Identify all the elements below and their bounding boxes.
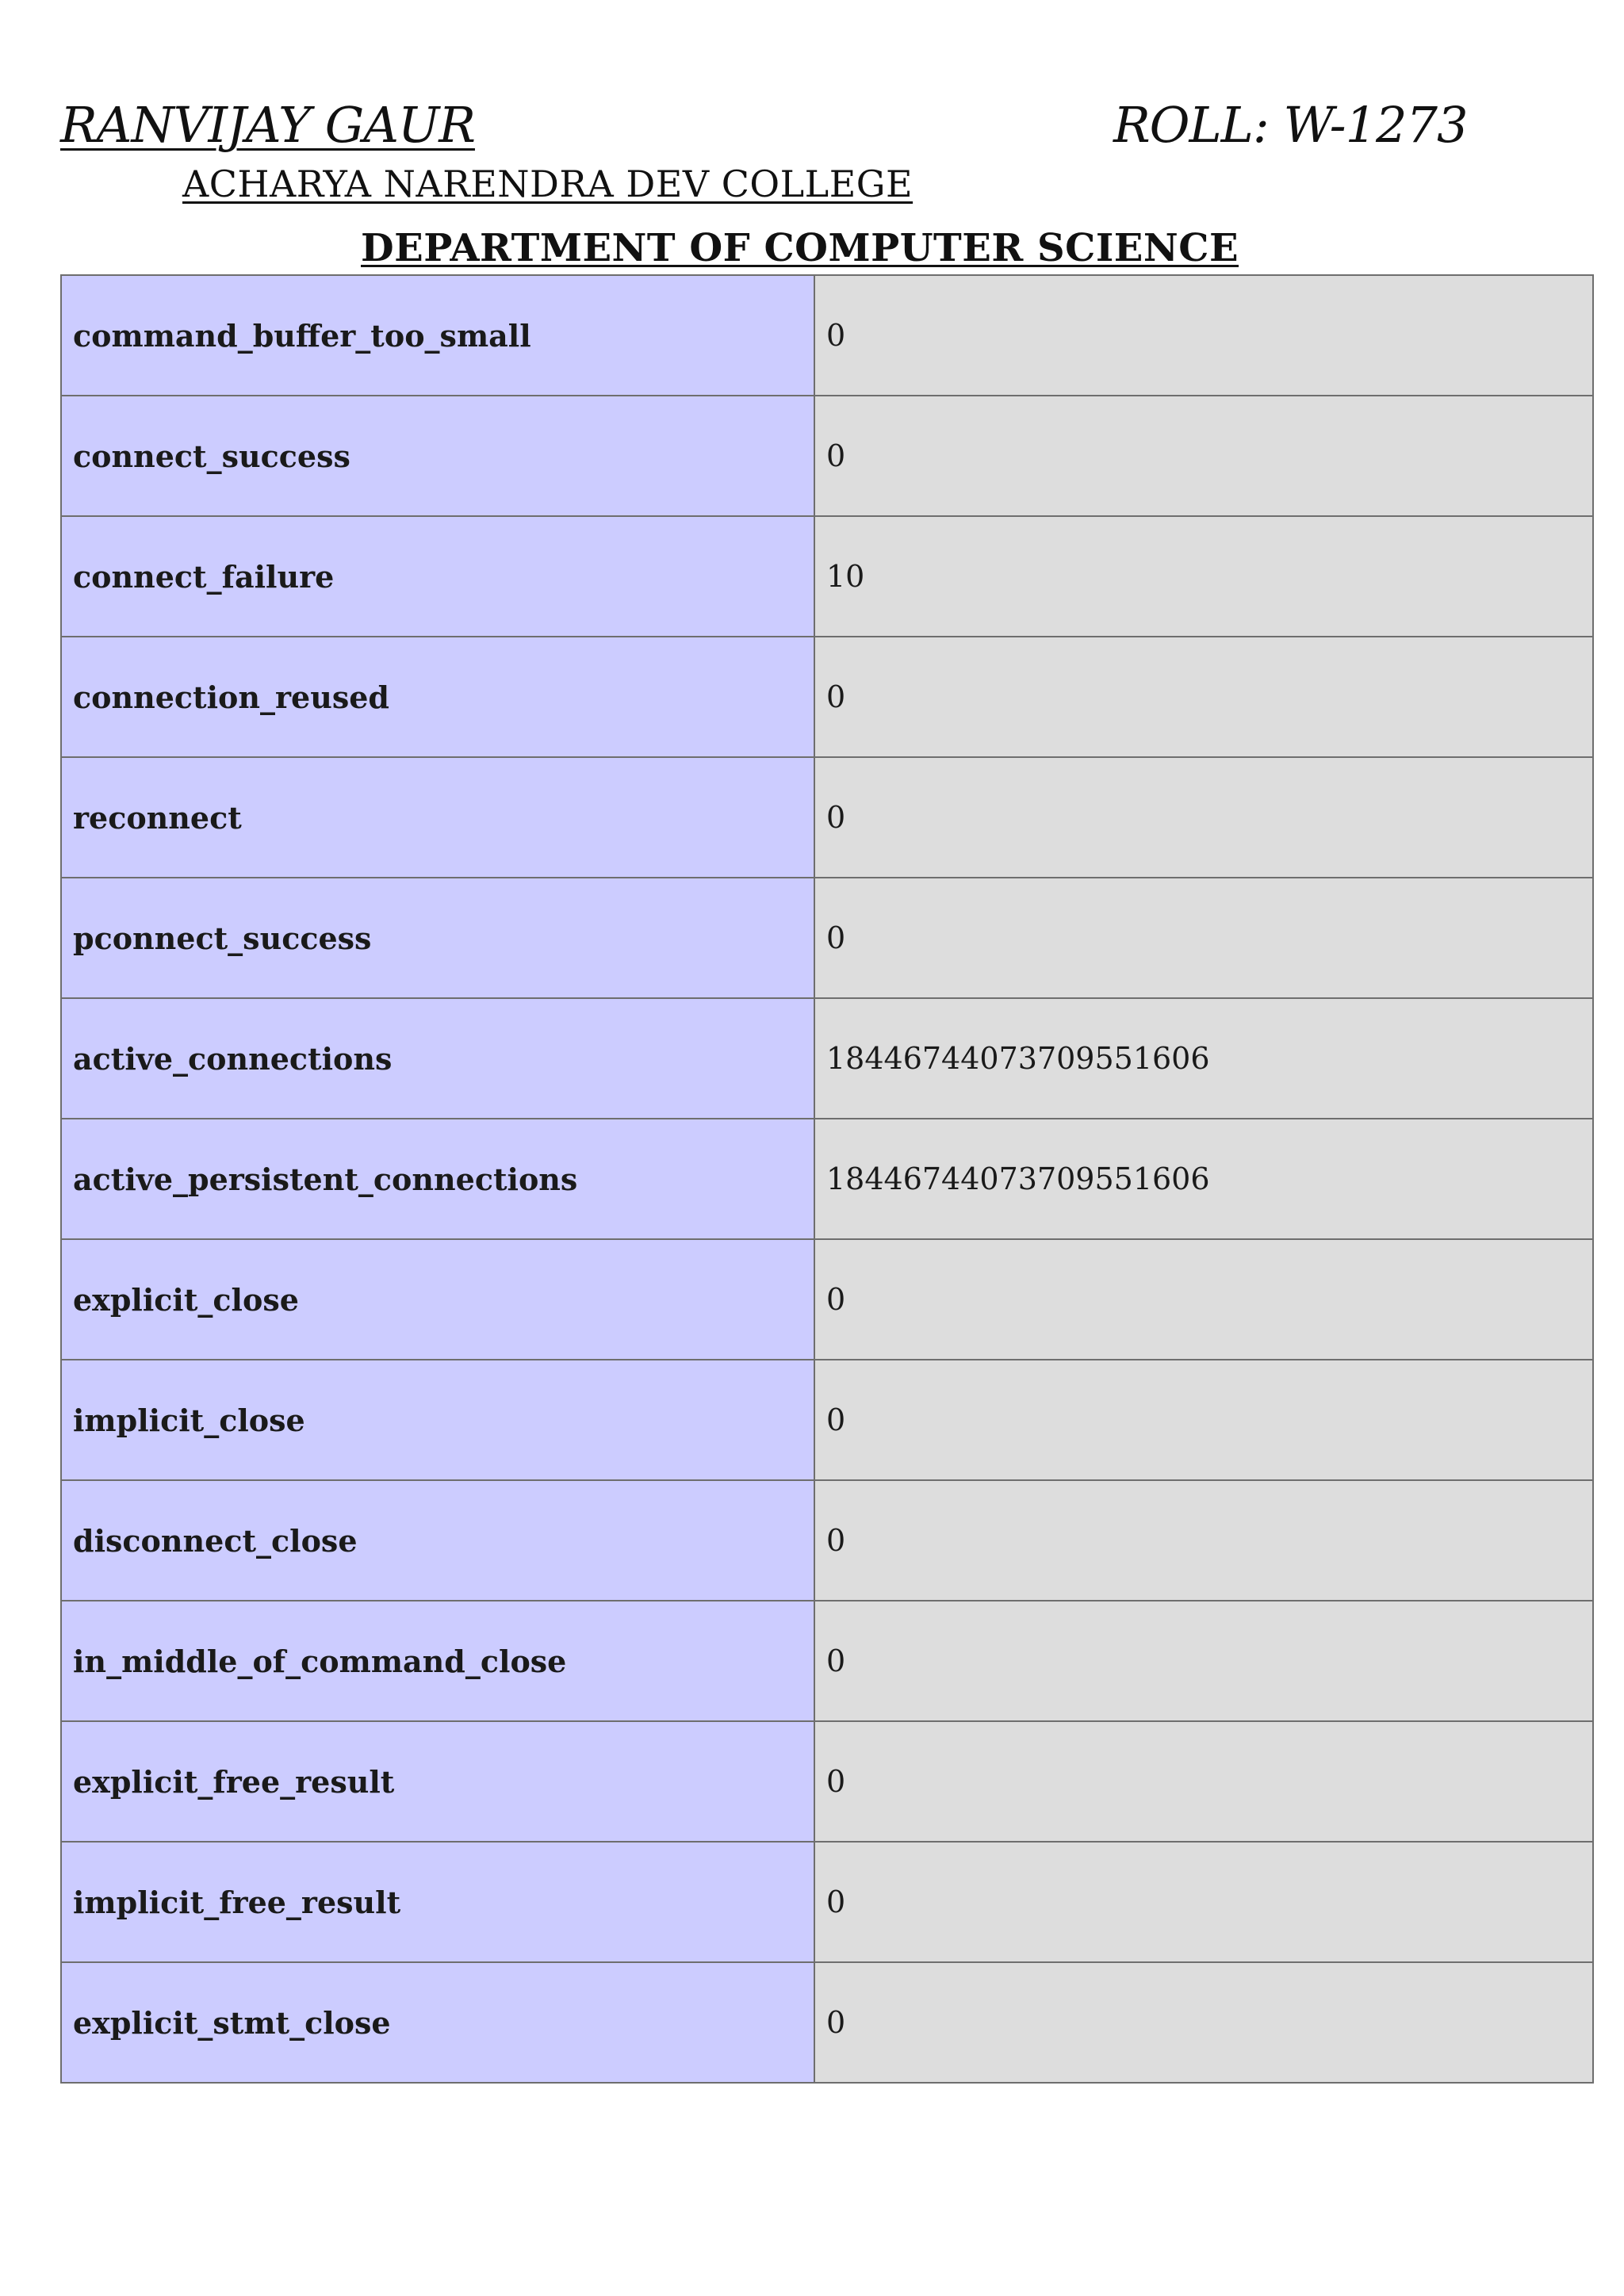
table-row bbox=[61, 1239, 1593, 1360]
stat-value: 10 bbox=[814, 516, 1593, 637]
stat-value: 0 bbox=[814, 1601, 1593, 1721]
stat-value: 0 bbox=[814, 878, 1593, 998]
table-row bbox=[61, 1962, 1593, 2083]
table-row bbox=[61, 1480, 1593, 1601]
stat-name: disconnect_close bbox=[61, 1480, 814, 1601]
stat-value: 0 bbox=[814, 757, 1593, 878]
stat-name: connect_success bbox=[61, 396, 814, 516]
stat-value: 0 bbox=[814, 275, 1593, 396]
table-row bbox=[61, 1721, 1593, 1842]
stat-name: active_connections bbox=[61, 998, 814, 1119]
stat-value: 0 bbox=[814, 396, 1593, 516]
table-row bbox=[61, 1119, 1593, 1239]
roll-number: ROLL: W-1273 bbox=[1113, 96, 1468, 154]
stat-value: 0 bbox=[814, 1239, 1593, 1360]
stat-value: 0 bbox=[814, 637, 1593, 757]
stats-table bbox=[60, 274, 1594, 2084]
stat-name: explicit_stmt_close bbox=[61, 1962, 814, 2083]
table-row bbox=[61, 396, 1593, 516]
stat-name: explicit_close bbox=[61, 1239, 814, 1360]
stat-name: in_middle_of_command_close bbox=[61, 1601, 814, 1721]
table-row bbox=[61, 1842, 1593, 1962]
stat-name: command_buffer_too_small bbox=[61, 275, 814, 396]
table-row bbox=[61, 878, 1593, 998]
table-row bbox=[61, 1360, 1593, 1480]
stat-name: connection_reused bbox=[61, 637, 814, 757]
table-row bbox=[61, 1601, 1593, 1721]
table-row bbox=[61, 637, 1593, 757]
table-row bbox=[61, 757, 1593, 878]
stat-name: connect_failure bbox=[61, 516, 814, 637]
stat-value: 0 bbox=[814, 1360, 1593, 1480]
stat-value: 18446744073709551606 bbox=[814, 998, 1593, 1119]
stat-value: 0 bbox=[814, 1842, 1593, 1962]
table-row bbox=[61, 516, 1593, 637]
stat-name: active_persistent_connections bbox=[61, 1119, 814, 1239]
stat-name: implicit_close bbox=[61, 1360, 814, 1480]
department-name: DEPARTMENT OF COMPUTER SCIENCE bbox=[361, 226, 1239, 270]
stat-value: 18446744073709551606 bbox=[814, 1119, 1593, 1239]
stat-name: implicit_free_result bbox=[61, 1842, 814, 1962]
table-row bbox=[61, 998, 1593, 1119]
stat-name: pconnect_success bbox=[61, 878, 814, 998]
stat-name: reconnect bbox=[61, 757, 814, 878]
college-name: ACHARYA NARENDRA DEV COLLEGE bbox=[182, 163, 914, 205]
stat-value: 0 bbox=[814, 1480, 1593, 1601]
table-row bbox=[61, 275, 1593, 396]
stat-value: 0 bbox=[814, 1962, 1593, 2083]
stat-name: explicit_free_result bbox=[61, 1721, 814, 1842]
student-name: RANVIJAY GAUR bbox=[60, 96, 475, 154]
stat-value: 0 bbox=[814, 1721, 1593, 1842]
